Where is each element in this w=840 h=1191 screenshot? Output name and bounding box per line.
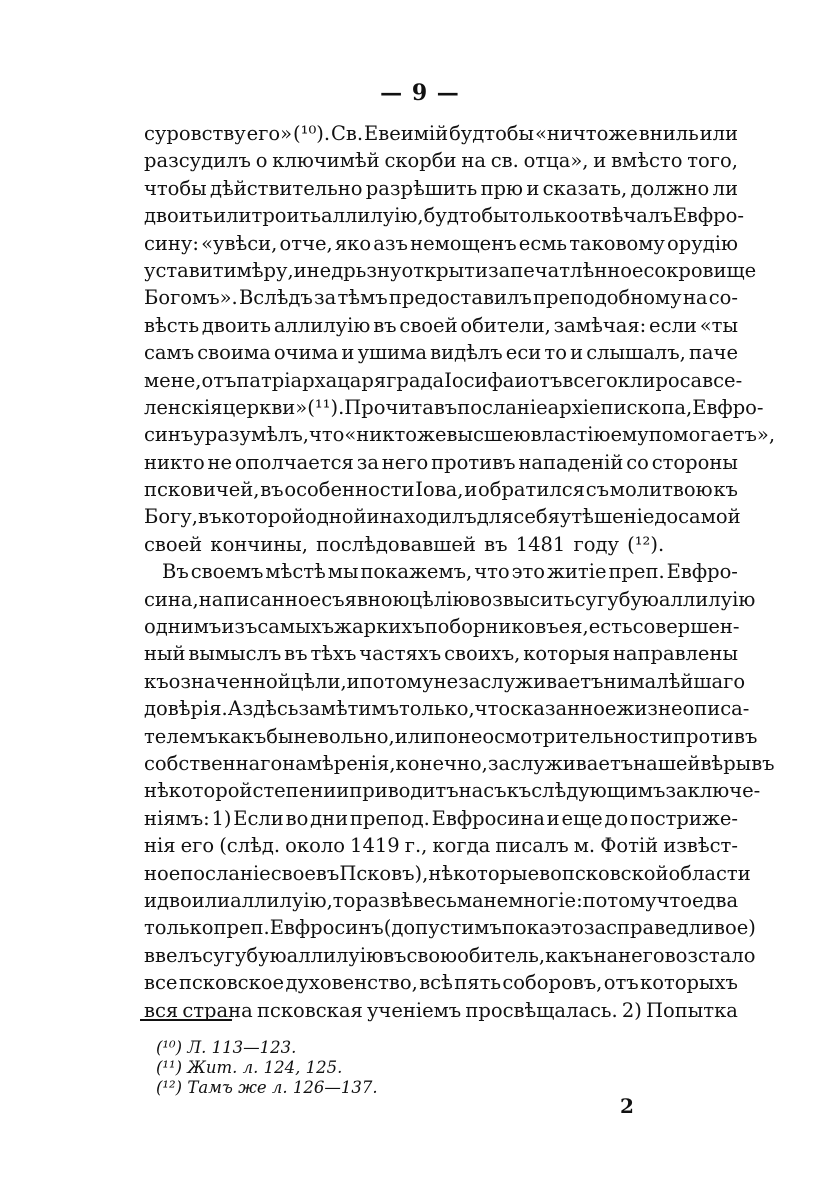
text-line: Богу, въ которой одной и находилъ для себя утѣшеніе до самой: [144, 505, 741, 529]
footnote-divider: [140, 1019, 232, 1021]
text-line: ное посланіе свое въ Псковъ), нѣкоторые во псковской области: [144, 861, 751, 885]
text-line: псковичей, въ особенности Іова, и обратился съ молитвою къ: [144, 478, 738, 502]
text-line: суровству его» (¹⁰). Св. Евеимій будтобы «ничтоже вниль или: [144, 122, 738, 145]
footnote-10: (¹⁰) Л. 113—123.: [156, 1038, 297, 1057]
text-line: только преп. Евфросинъ (допустимъ пока это за справедливое): [144, 916, 756, 940]
text-line: чтобы дѣйствительно разрѣшить прю и сказать, должно ли: [144, 176, 738, 200]
text-line: ніямъ: 1) Если во дни препод. Евфросина и еще до постриже-: [144, 806, 738, 830]
text-line: Въ своемъ мѣстѣ мы покажемъ, что это житіе преп. Евфро-: [162, 560, 738, 584]
text-line: однимъ изъ самыхъ жаркихъ поборниковъ ея, есть совершен-: [144, 615, 740, 639]
text-line: синъ уразумѣлъ, что «никтоже высшею властію ему помогаетъ»,: [144, 423, 776, 447]
text-line: и двоили аллилуію, то развѣ весьма не многіе: потому что едва: [144, 888, 739, 912]
text-line: довѣрія. А здѣсь замѣтимъ только, что сказанное жизнеописа-: [144, 697, 750, 721]
text-line: вся страна псковская ученіемъ просвѣщалась. 2) Попытка: [144, 998, 738, 1022]
body-text: [144, 120, 776, 1024]
footnote-12: (¹²) Тамъ же л. 126—137.: [156, 1078, 378, 1097]
text-line: разсудилъ о ключимѣй скорби на св. отца», и вмѣсто того,: [144, 149, 738, 173]
text-line: нѣкоторой степени и приводитъ насъ къ слѣдующимъ заключе-: [144, 779, 761, 803]
text-line: ленскія церкви» (¹¹). Прочитавъ посланіе архіепископа, Евфро-: [144, 395, 764, 419]
text-line: къ означенной цѣли, и потому не заслуживаетъ ни малѣйшаго: [144, 669, 746, 693]
footnotes: [156, 1038, 378, 1098]
text-line: ный вымыслъ въ тѣхъ частяхъ своихъ, которыя направлены: [144, 642, 738, 666]
paragraph-1: [144, 120, 776, 558]
text-line: уставити мѣру, и не дрьзну открыти запечатлѣнное сокровище: [144, 258, 757, 282]
text-line: нія его (слѣд. около 1419 г., когда писалъ м. Фотій извѣст-: [144, 834, 738, 858]
text-line: самъ своима очима и ушима видѣлъ еси то и слышалъ, паче: [144, 341, 738, 365]
text-line: своей кончины, послѣдовавшей въ 1481 году (¹²).: [144, 532, 665, 556]
footnote-11: (¹¹) Жит. л. 124, 125.: [156, 1058, 343, 1077]
page-number: — 9 —: [380, 80, 460, 106]
text-line: ввелъ сугубую аллилуію въ свою обитель, какъ на него возстало: [144, 943, 756, 967]
text-line: двоить или троить аллилуію, будто бы только отвѣчалъ Евфро-: [144, 204, 744, 228]
signature-mark: 2: [620, 1094, 634, 1118]
paragraph-2: [144, 558, 775, 1024]
text-line: собственнаго намѣренія, конечно, заслуживаетъ нашей вѣры въ: [144, 751, 775, 775]
text-line: вѣсть двоить аллилуію въ своей обители, замѣчая: если «ты: [144, 313, 738, 337]
text-line: Богомъ». Вслѣдъ за тѣмъ предоставилъ преподобному на со-: [144, 286, 738, 310]
text-line: все псковское духовенство, всѣ пять соборовъ, отъ которыхъ: [144, 971, 738, 995]
text-line: телемъ какъбы невольно, или по неосмотрительности противъ: [144, 724, 758, 748]
text-line: мене, отъ патріарха царяграда Іосифа и отъ всего клироса все-: [144, 368, 743, 392]
text-line: никто не ополчается за него противъ нападеній со стороны: [144, 450, 738, 474]
text-line: сину: «увѣси, отче, яко азъ немощенъ есмь таковому орудію: [144, 231, 738, 255]
text-line: сина, написанное съ явною цѣлію возвысить сугубую аллилуію: [144, 587, 756, 611]
